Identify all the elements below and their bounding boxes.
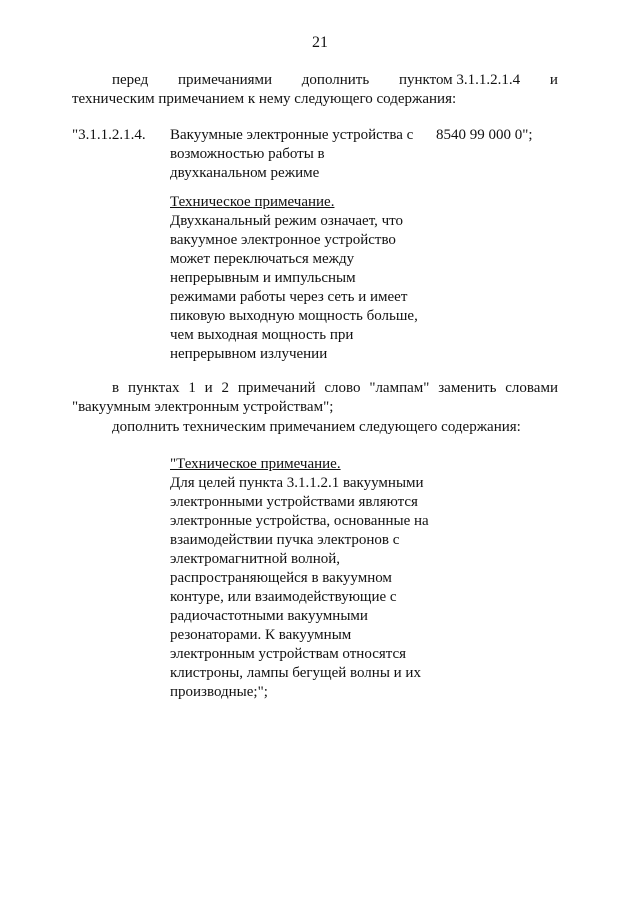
paragraph-2-word: в xyxy=(112,380,120,396)
intro-line-2: техническим примечанием к нему следующего содержания: xyxy=(72,91,457,107)
paragraph-3: дополнить техническим примечанием следующего содержания: xyxy=(112,419,521,435)
technical-note-1 xyxy=(170,193,418,364)
technical-note-1-line: непрерывным и импульсным xyxy=(170,270,356,286)
technical-note-1-line: Двухканальный режим означает, что xyxy=(170,213,404,229)
technical-note-2-line: клистроны, лампы бегущей волны и их xyxy=(170,665,421,681)
entry-description-line: возможностью работы в xyxy=(170,146,325,162)
technical-note-2 xyxy=(170,455,429,702)
intro-word: примечаниями xyxy=(178,72,273,88)
page-number: 21 xyxy=(312,34,328,51)
paragraph-2-line-2: "вакуумным электронным устройствам"; xyxy=(72,399,334,415)
entry-hs-code: 8540 99 000 0"; xyxy=(436,127,533,143)
paragraph-2-word: словами xyxy=(505,380,558,396)
technical-note-2-line: распространяющейся в вакуумном xyxy=(170,570,392,586)
technical-note-1-line: непрерывном излучении xyxy=(170,346,328,362)
technical-note-1-line: пиковую выходную мощность больше, xyxy=(170,308,418,324)
technical-note-2-line: контуре, или взаимодействующие с xyxy=(170,589,397,605)
technical-note-1-line: чем выходная мощность при xyxy=(170,327,354,343)
paragraph-2-word: 2 xyxy=(221,380,230,396)
technical-note-2-line: радиочастотными вакуумными xyxy=(170,608,368,624)
technical-note-2-line: электромагнитной волной, xyxy=(170,551,341,567)
paragraph-2-word: заменить xyxy=(438,380,497,396)
technical-note-1-line: вакуумное электронное устройство xyxy=(170,232,396,248)
paragraph-2-word: слово xyxy=(324,380,361,396)
paragraph-2-line-1 xyxy=(112,379,558,398)
technical-note-2-line: резонаторами. К вакуумным xyxy=(170,627,352,643)
technical-note-2-line: электронные устройства, основанные на xyxy=(170,513,429,529)
intro-word: и xyxy=(549,72,558,88)
intro-word: дополнить xyxy=(301,72,370,88)
entry-code: "3.1.1.2.1.4. xyxy=(72,127,146,143)
paragraph-2-word: примечаний xyxy=(237,380,316,396)
technical-note-2-line: взаимодействии пучка электронов с xyxy=(170,532,400,548)
intro-word: перед xyxy=(112,72,149,88)
entry-description xyxy=(170,126,413,183)
intro-word: пунктом 3.1.1.2.1.4 xyxy=(398,72,521,88)
technical-note-2-line: электронным устройствам относятся xyxy=(170,646,407,662)
technical-note-2-line: производные;"; xyxy=(170,684,268,700)
technical-note-1-line: режимами работы через сеть и имеет xyxy=(170,289,408,305)
technical-note-1-heading: Техническое примечание. xyxy=(170,194,335,210)
intro-line-1 xyxy=(112,71,558,90)
entry-description-line: двухканальном режиме xyxy=(170,165,320,181)
technical-note-2-heading: "Техническое примечание. xyxy=(170,456,341,472)
paragraph-2-word: "лампам" xyxy=(369,380,430,396)
technical-note-2-line: Для целей пункта 3.1.1.2.1 вакуумными xyxy=(170,475,424,491)
technical-note-1-line: может переключаться между xyxy=(170,251,355,267)
paragraph-2-word: пунктах xyxy=(127,380,180,396)
entry-description-line: Вакуумные электронные устройства с xyxy=(170,127,414,143)
paragraph-2-word: и xyxy=(204,380,213,396)
technical-note-2-line: электронными устройствами являются xyxy=(170,494,418,510)
paragraph-2-word: 1 xyxy=(188,380,196,396)
